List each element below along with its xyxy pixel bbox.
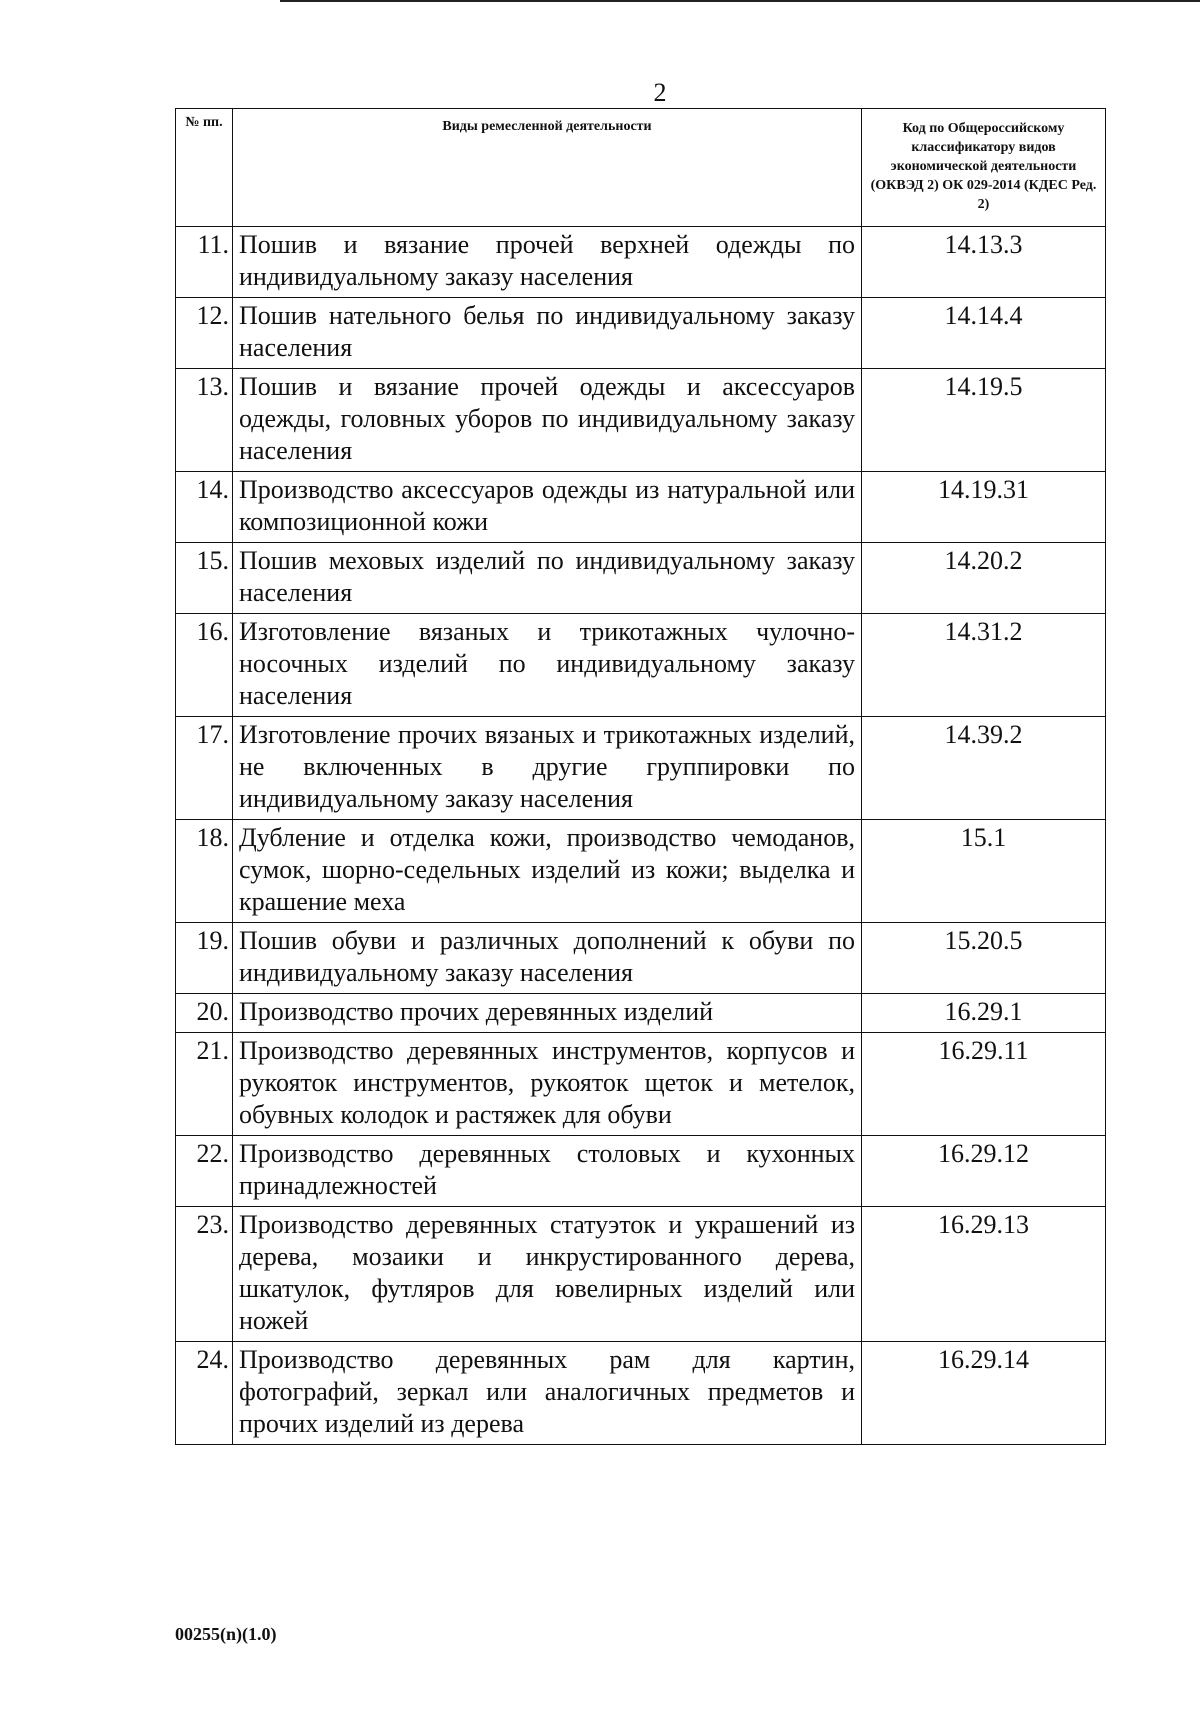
row-okved-code: 14.39.2 — [862, 717, 1106, 820]
row-okved-code: 14.13.3 — [862, 227, 1106, 298]
row-number: 19. — [176, 923, 233, 994]
row-number: 18. — [176, 820, 233, 923]
header-number: № пп. — [176, 109, 233, 227]
table-row — [176, 1207, 1106, 1342]
row-okved-code: 15.1 — [862, 820, 1106, 923]
row-activity: Производство деревянных столовых и кухонных принадлежностей — [233, 1136, 862, 1207]
row-activity: Изготовление прочих вязаных и трикотажных изделий, не включенных в другие группировки по индивидуальному заказу населения — [233, 717, 862, 820]
header-okved-code: Код по Общероссийскому классификатору видов экономической деятельности (ОКВЭД 2) ОК 029-2014 (КДЕС Ред. 2) — [862, 109, 1106, 227]
row-okved-code: 16.29.12 — [862, 1136, 1106, 1207]
row-number: 11. — [176, 227, 233, 298]
row-activity: Изготовление вязаных и трикотажных чулочно-носочных изделий по индивидуальному заказу населения — [233, 614, 862, 717]
row-number: 16. — [176, 614, 233, 717]
row-number: 20. — [176, 994, 233, 1033]
row-activity: Производство прочих деревянных изделий — [233, 994, 862, 1033]
document-code: 00255(n)(1.0) — [175, 1624, 277, 1644]
row-activity: Пошив и вязание прочей одежды и аксессуаров одежды, головных уборов по индивидуальному заказу населения — [233, 369, 862, 472]
table-row — [176, 1342, 1106, 1445]
table-row — [176, 227, 1106, 298]
row-okved-code: 14.14.4 — [862, 298, 1106, 369]
row-number: 13. — [176, 369, 233, 472]
row-activity: Пошив нательного белья по индивидуальному заказу населения — [233, 298, 862, 369]
table-row — [176, 717, 1106, 820]
top-border-line — [280, 0, 1200, 2]
table-row — [176, 472, 1106, 543]
table-row — [176, 820, 1106, 923]
row-okved-code: 15.20.5 — [862, 923, 1106, 994]
row-activity: Производство деревянных рам для картин, фотографий, зеркал или аналогичных предметов и прочих изделий из дерева — [233, 1342, 862, 1445]
row-okved-code: 16.29.11 — [862, 1033, 1106, 1136]
row-okved-code: 16.29.14 — [862, 1342, 1106, 1445]
table-header — [176, 109, 1106, 227]
row-okved-code: 14.31.2 — [862, 614, 1106, 717]
row-number: 15. — [176, 543, 233, 614]
row-okved-code: 14.20.2 — [862, 543, 1106, 614]
table-row — [176, 994, 1106, 1033]
row-activity: Производство деревянных инструментов, корпусов и рукояток инструментов, рукояток щеток и метелок, обувных колодок и растяжек для обуви — [233, 1033, 862, 1136]
row-activity: Производство аксессуаров одежды из натуральной или композиционной кожи — [233, 472, 862, 543]
crafts-activities-table — [175, 108, 1106, 1445]
row-okved-code: 16.29.1 — [862, 994, 1106, 1033]
table-row — [176, 1033, 1106, 1136]
table-header-row — [176, 109, 1106, 227]
row-activity: Производство деревянных статуэток и украшений из дерева, мозаики и инкрустированного дерева, шкатулок, футляров для ювелирных изделий или ножей — [233, 1207, 862, 1342]
table-body — [176, 227, 1106, 1445]
row-number: 17. — [176, 717, 233, 820]
row-okved-code: 16.29.13 — [862, 1207, 1106, 1342]
row-activity: Пошив меховых изделий по индивидуальному заказу населения — [233, 543, 862, 614]
row-number: 22. — [176, 1136, 233, 1207]
page-number: 2 — [653, 78, 667, 107]
row-activity: Пошив и вязание прочей верхней одежды по индивидуальному заказу населения — [233, 227, 862, 298]
table-row — [176, 1136, 1106, 1207]
table-row — [176, 614, 1106, 717]
row-number: 24. — [176, 1342, 233, 1445]
row-number: 12. — [176, 298, 233, 369]
row-activity: Пошив обуви и различных дополнений к обуви по индивидуальному заказу населения — [233, 923, 862, 994]
table-row — [176, 923, 1106, 994]
row-number: 23. — [176, 1207, 233, 1342]
table-row — [176, 369, 1106, 472]
header-activity: Виды ремесленной деятельности — [233, 109, 862, 227]
table-row — [176, 298, 1106, 369]
row-activity: Дубление и отделка кожи, производство чемоданов, сумок, шорно-седельных изделий из кожи; выделка и крашение меха — [233, 820, 862, 923]
row-number: 21. — [176, 1033, 233, 1136]
row-okved-code: 14.19.5 — [862, 369, 1106, 472]
row-okved-code: 14.19.31 — [862, 472, 1106, 543]
row-number: 14. — [176, 472, 233, 543]
table-row — [176, 543, 1106, 614]
